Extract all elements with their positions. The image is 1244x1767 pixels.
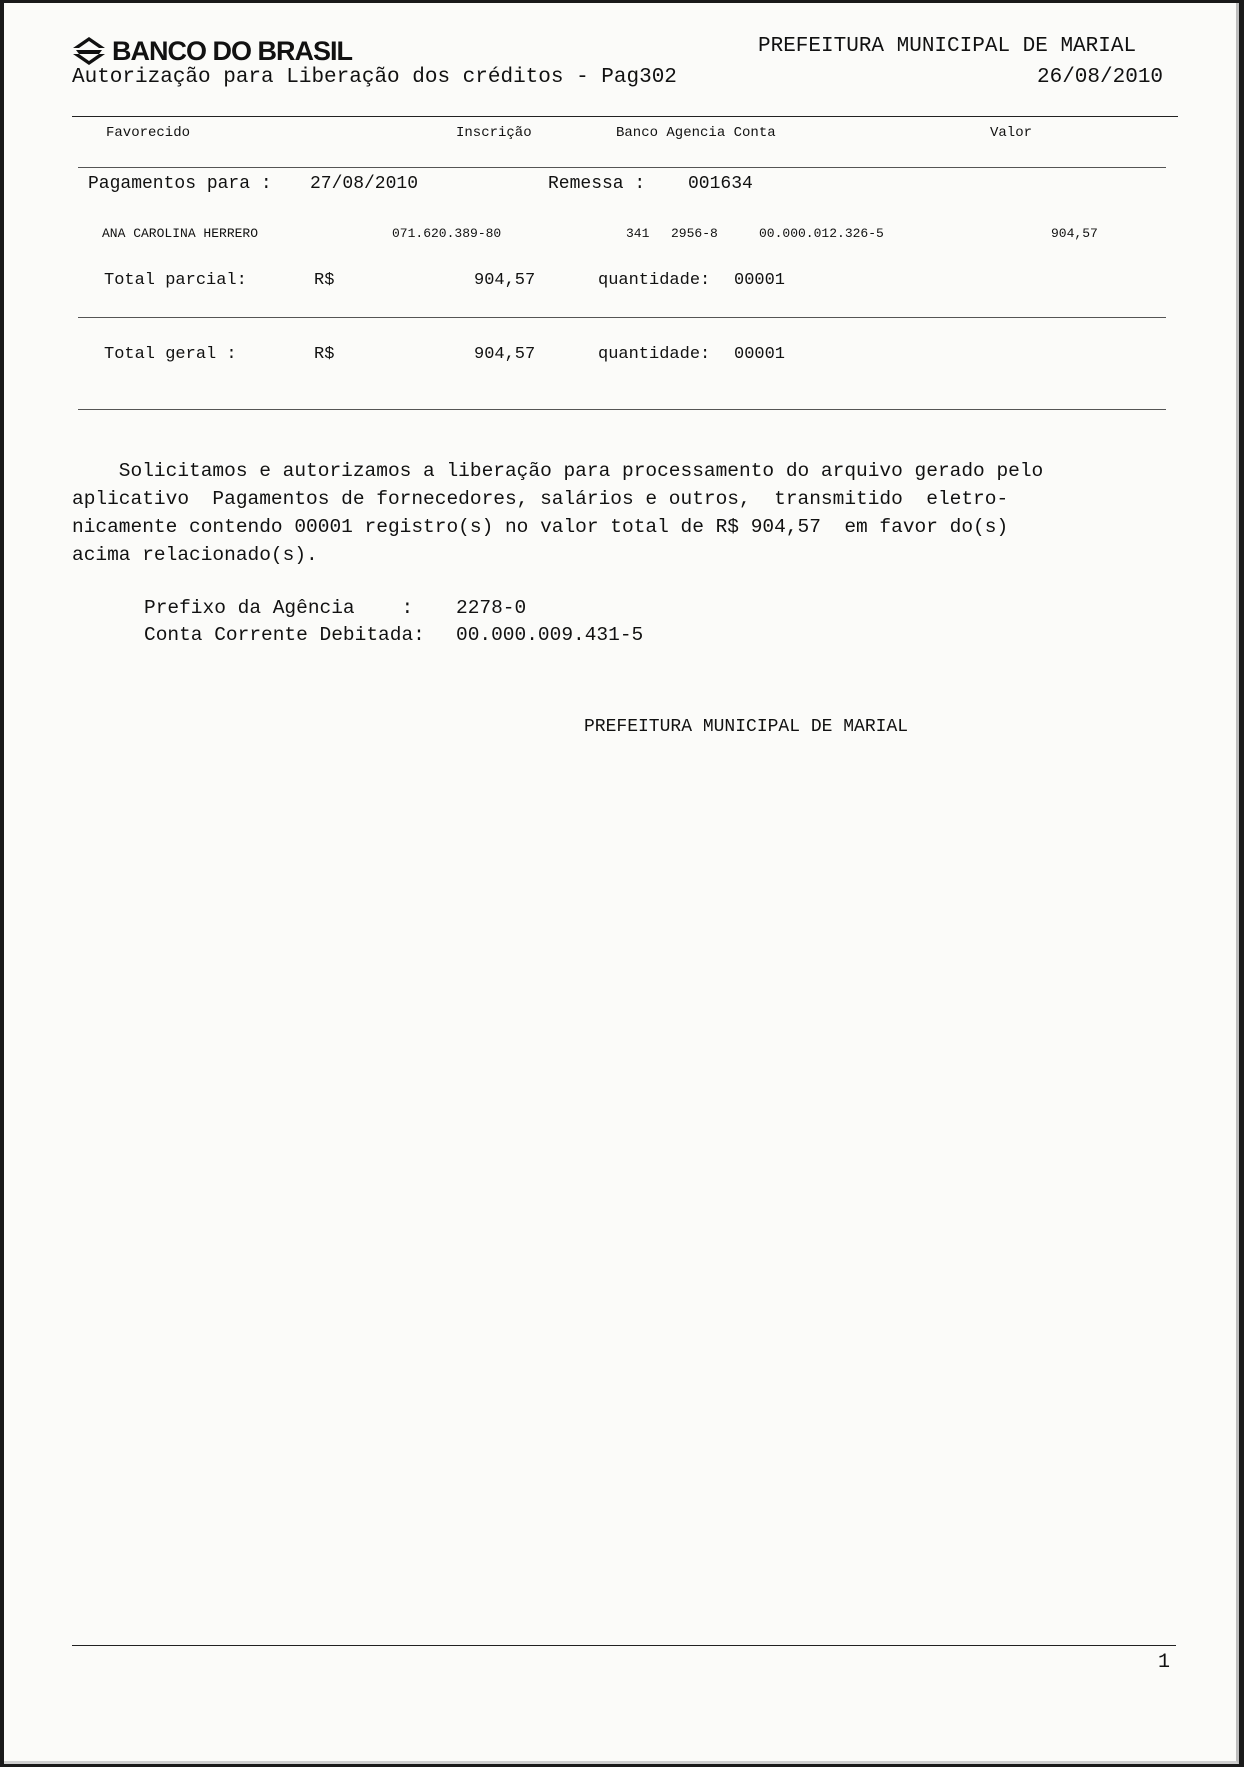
- total-parcial-label: Total parcial:: [104, 271, 247, 290]
- grand-total-divider: [78, 409, 1166, 410]
- document-title: Autorização para Liberação dos créditos - Pag302: [72, 66, 677, 89]
- col-banco-agencia-conta: Banco Agencia Conta: [616, 125, 776, 141]
- bank-logo: [72, 33, 352, 69]
- document-page: [4, 3, 1239, 1764]
- col-favorecido: Favorecido: [106, 125, 191, 141]
- record-banco: 341: [626, 226, 650, 241]
- footer-divider: [72, 1645, 1176, 1646]
- total-geral-value: 904,57: [474, 345, 536, 364]
- authorization-line-3: nicamente contendo 00001 registro(s) no valor total de R$ 904,57 em favor do(s): [72, 516, 1009, 538]
- record-agencia: 2956-8: [671, 226, 718, 241]
- record-conta: 00.000.012.326-5: [759, 226, 884, 241]
- conta-label: Conta Corrente Debitada:: [144, 624, 425, 646]
- conta-value: 00.000.009.431-5: [456, 624, 644, 646]
- record-valor: 904,57: [1051, 226, 1098, 241]
- authorization-line-1: Solicitamos e autorizamos a liberação para processamento do arquivo gerado pelo: [72, 460, 1044, 482]
- prefixo-value: 2278-0: [456, 597, 527, 619]
- total-parcial-qty-value: 00001: [734, 271, 786, 290]
- col-inscricao: Inscrição: [456, 125, 532, 141]
- remessa-label: Remessa :: [548, 174, 646, 194]
- col-valor: Valor: [990, 125, 1033, 141]
- record-inscricao: 071.620.389-80: [392, 226, 502, 241]
- record-favorecido: ANA CAROLINA HERRERO: [102, 226, 259, 241]
- total-parcial-qty-label: quantidade:: [598, 271, 711, 290]
- signature-org: PREFEITURA MUNICIPAL DE MARIAL: [584, 717, 909, 737]
- remessa-value: 001634: [688, 174, 753, 194]
- partial-total-divider: [78, 317, 1166, 318]
- pagamentos-date: 27/08/2010: [310, 174, 419, 194]
- total-parcial-currency: R$: [314, 271, 335, 290]
- prefixo-label: Prefixo da Agência :: [144, 597, 414, 619]
- total-geral-label: Total geral :: [104, 345, 237, 364]
- authorization-line-2: aplicativo Pagamentos de fornecedores, salários e outros, transmitido eletro-: [72, 488, 1009, 510]
- org-name-header: PREFEITURA MUNICIPAL DE MARIAL: [758, 35, 1137, 58]
- total-geral-currency: R$: [314, 345, 335, 364]
- banco-do-brasil-logo-icon: [72, 36, 106, 66]
- total-geral-qty-label: quantidade:: [598, 345, 711, 364]
- total-parcial-value: 904,57: [474, 271, 536, 290]
- header-divider: [72, 116, 1178, 117]
- authorization-line-4: acima relacionado(s).: [72, 544, 318, 566]
- bank-name: BANCO DO BRASIL: [112, 35, 352, 66]
- page-number: 1: [1158, 1651, 1171, 1674]
- total-geral-qty-value: 00001: [734, 345, 786, 364]
- document-date: 26/08/2010: [1037, 66, 1164, 89]
- column-header-divider: [78, 167, 1166, 168]
- pagamentos-label: Pagamentos para :: [88, 174, 272, 194]
